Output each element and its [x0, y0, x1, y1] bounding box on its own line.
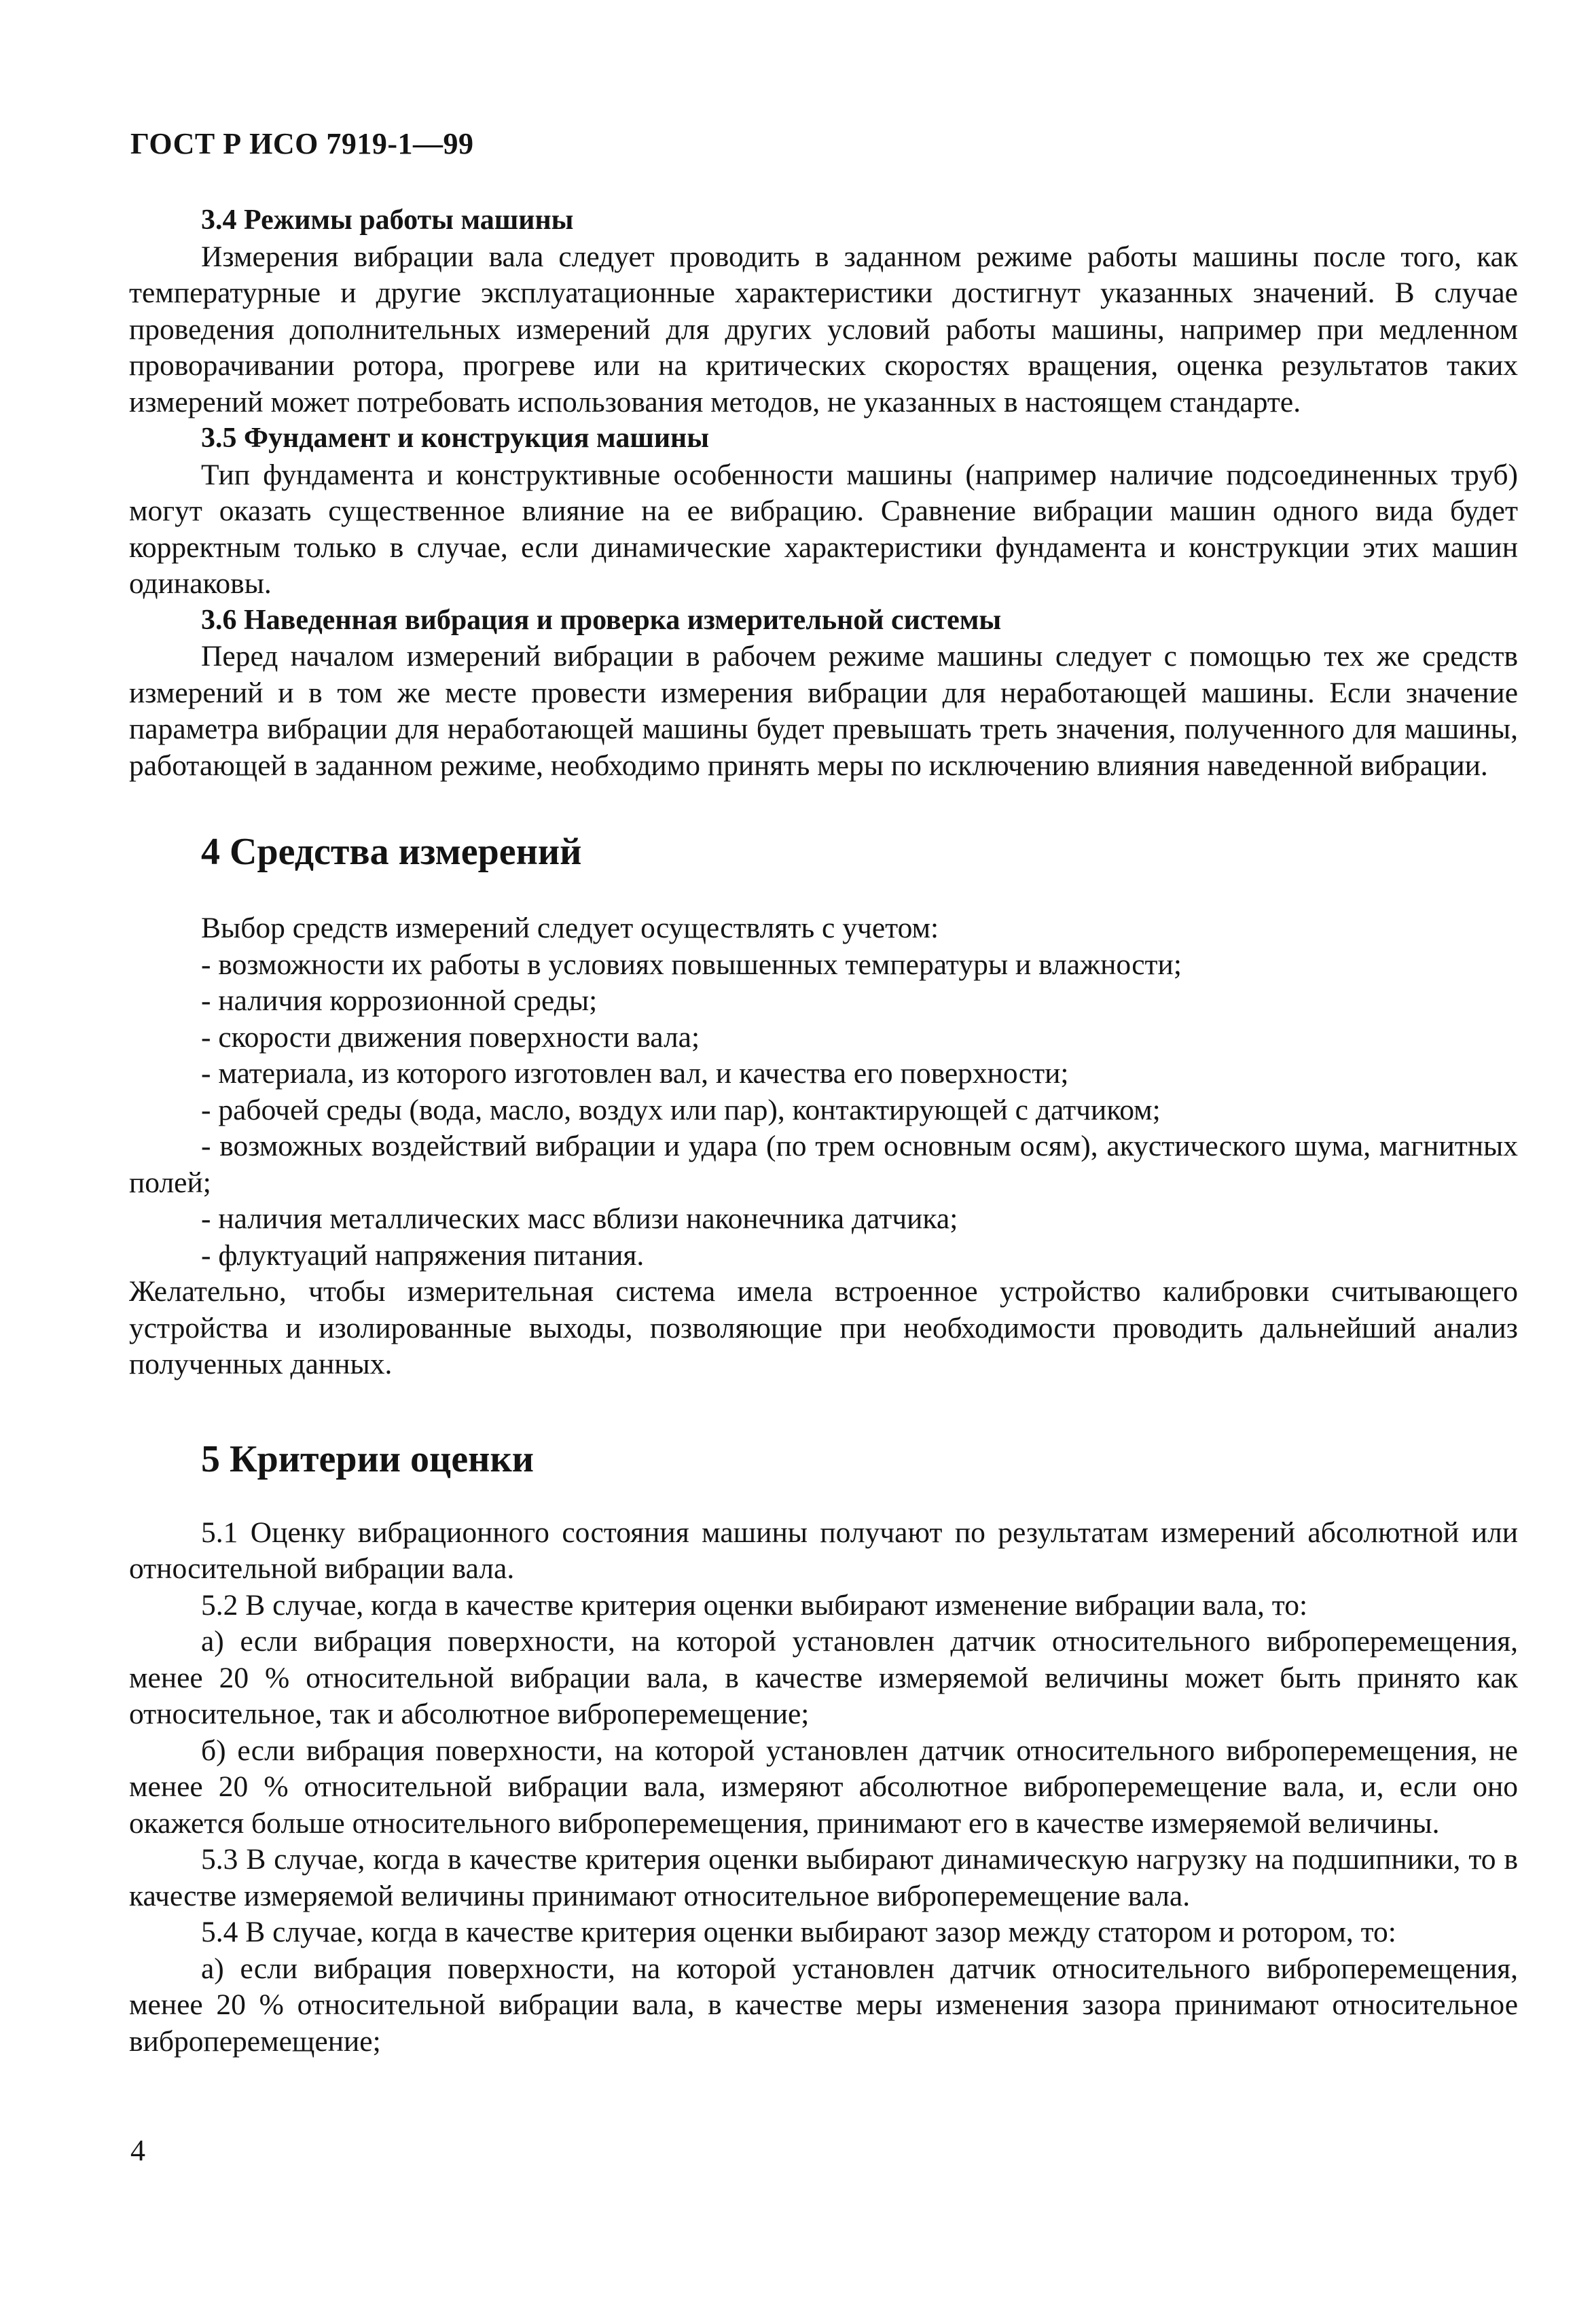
list-item: - скорости движения поверхности вала; — [201, 1020, 700, 1054]
subsection-3-4-text: Измерения вибрации вала следует проводить в заданном режиме работы машины после того, как температурные и другие эксплуатационные характеристики достигнут указанных значений. В случае проведения дополнительных измерений для других условий работы машины, например при медленном проворачивании ротора, прогреве или на критических скоростях вращения, оценка результатов таких измерений может потребовать использования методов, не указанных в настоящем стандарте. — [129, 240, 1518, 418]
clause-5-4: 5.4 В случае, когда в качестве критерия оценки выбирают зазор между статором и ротором, то: — [201, 1916, 1396, 1948]
clause-5-2-a: а) если вибрация поверхности, на которой установлен датчик относительного виброперемещения, менее 20 % относительной вибрации вала, в качестве измеряемой величины может быть принято как относительное, так и абсолютное виброперемещение; — [129, 1625, 1518, 1730]
list-item: - наличия коррозионной среды; — [201, 984, 598, 1017]
standard-code-header: ГОСТ Р ИСО 7919-1—99 — [130, 127, 474, 160]
document-body — [129, 202, 1518, 2060]
section-4-closing: Желательно, чтобы измерительная система имела встроенное устройство калибровки считывающего устройства и изолированные выходы, позволяющие при необходимости проводить дальнейший анализ полученных данных. — [129, 1275, 1518, 1380]
clause-5-1: 5.1 Оценку вибрационного состояния машины получают по результатам измерений абсолютной или относительной вибрации вала. — [129, 1516, 1518, 1585]
subsection-3-6-text: Перед началом измерений вибрации в рабочем режиме машины следует с помощью тех же средств измерений и в том же месте провести измерения вибрации для неработающей машины. Если значение параметра вибрации для неработающей машины будет превышать треть значения, полученного для машины, работающей в заданном режиме, необходимо принять меры по исключению влияния наведенной вибрации. — [129, 640, 1518, 782]
list-item: - материала, из которого изготовлен вал, и качества его поверхности; — [201, 1057, 1069, 1090]
section-4-intro: Выбор средств измерений следует осуществлять с учетом: — [201, 912, 939, 944]
list-item: - возможных воздействий вибрации и удара (по трем основным осям), акустического шума, магнитных полей; — [129, 1130, 1518, 1199]
page-number: 4 — [130, 2134, 145, 2167]
section-4-heading: 4 Средства измерений — [201, 831, 582, 873]
subsection-3-6-title: 3.6 Наведенная вибрация и проверка измерительной системы — [201, 604, 1002, 636]
list-item: - наличия металлических масс вблизи наконечника датчика; — [201, 1202, 958, 1235]
section-5-heading: 5 Критерии оценки — [201, 1437, 534, 1480]
subsection-3-4-title: 3.4 Режимы работы машины — [201, 204, 574, 236]
clause-5-4-a: а) если вибрация поверхности, на которой установлен датчик относительного виброперемещения, менее 20 % относительной вибрации вала, в качестве меры изменения зазора принимают относительное виброперемещение; — [129, 1952, 1518, 2058]
subsection-3-5-title: 3.5 Фундамент и конструкция машины — [201, 423, 710, 454]
clause-5-2: 5.2 В случае, когда в качестве критерия оценки выбирают изменение вибрации вала, то: — [201, 1588, 1308, 1622]
clause-5-3: 5.3 В случае, когда в качестве критерия оценки выбирают динамическую нагрузку на подшипники, то в качестве измеряемой величины принимают относительное виброперемещение вала. — [129, 1843, 1518, 1912]
subsection-3-5-text: Тип фундамента и конструктивные особенности машины (например наличие подсоединенных труб) могут оказать существенное влияние на ее вибрацию. Сравнение вибрации машин одного вида будет корректным только в случае, если динамические характеристики фундамента и конструкции этих машин одинаковы. — [129, 458, 1518, 600]
list-item: - возможности их работы в условиях повышенных температуры и влажности; — [201, 948, 1182, 981]
clause-5-2-b: б) если вибрация поверхности, на которой установлен датчик относительного виброперемещения, не менее 20 % относительной вибрации вала, измеряют абсолютное виброперемещение вала, и, если оно окажется больше относительного виброперемещения, принимают его в качестве измеряемой величины. — [129, 1734, 1518, 1840]
list-item: - флуктуаций напряжения питания. — [201, 1238, 645, 1272]
list-item: - рабочей среды (вода, масло, воздух или пар), контактирующей с датчиком; — [201, 1093, 1161, 1126]
